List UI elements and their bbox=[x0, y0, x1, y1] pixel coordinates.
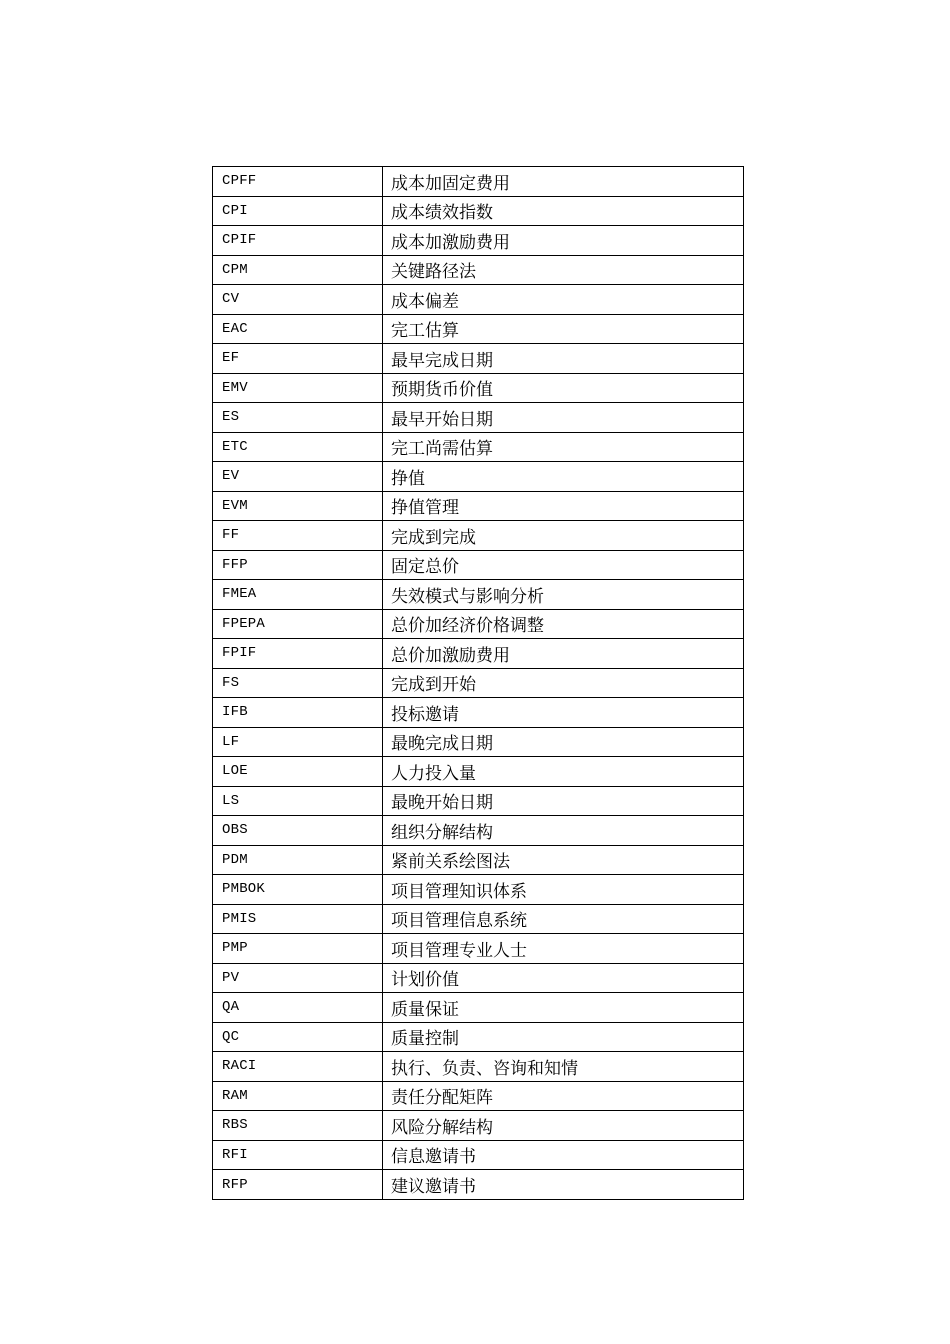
abbreviation-cell: ES bbox=[213, 403, 383, 433]
table-row bbox=[213, 639, 744, 669]
table-row bbox=[213, 934, 744, 964]
table-row bbox=[213, 432, 744, 462]
table-row bbox=[213, 403, 744, 433]
abbreviation-cell: EAC bbox=[213, 314, 383, 344]
term-cell: 最早开始日期 bbox=[383, 403, 744, 433]
term-cell: 质量保证 bbox=[383, 993, 744, 1023]
term-cell: 投标邀请 bbox=[383, 698, 744, 728]
abbreviation-cell: PMIS bbox=[213, 904, 383, 934]
table-row bbox=[213, 196, 744, 226]
table-row bbox=[213, 491, 744, 521]
abbreviation-cell: RFP bbox=[213, 1170, 383, 1200]
term-cell: 组织分解结构 bbox=[383, 816, 744, 846]
abbreviation-cell: RACI bbox=[213, 1052, 383, 1082]
glossary-table-body bbox=[213, 167, 744, 1200]
abbreviation-cell: FPEPA bbox=[213, 609, 383, 639]
term-cell: 紧前关系绘图法 bbox=[383, 845, 744, 875]
term-cell: 失效模式与影响分析 bbox=[383, 580, 744, 610]
table-row bbox=[213, 344, 744, 374]
table-row bbox=[213, 786, 744, 816]
abbreviation-cell: LS bbox=[213, 786, 383, 816]
term-cell: 人力投入量 bbox=[383, 757, 744, 787]
abbreviation-cell: RFI bbox=[213, 1140, 383, 1170]
term-cell: 总价加经济价格调整 bbox=[383, 609, 744, 639]
table-row bbox=[213, 875, 744, 905]
term-cell: 固定总价 bbox=[383, 550, 744, 580]
abbreviation-cell: QA bbox=[213, 993, 383, 1023]
abbreviation-cell: CPFF bbox=[213, 167, 383, 197]
abbreviation-cell: CPIF bbox=[213, 226, 383, 256]
abbreviation-cell: EVM bbox=[213, 491, 383, 521]
abbreviation-cell: CV bbox=[213, 285, 383, 315]
term-cell: 关键路径法 bbox=[383, 255, 744, 285]
term-cell: 完成到开始 bbox=[383, 668, 744, 698]
table-row bbox=[213, 698, 744, 728]
term-cell: 最晚开始日期 bbox=[383, 786, 744, 816]
term-cell: 预期货币价值 bbox=[383, 373, 744, 403]
abbreviation-cell: EMV bbox=[213, 373, 383, 403]
table-row bbox=[213, 1111, 744, 1141]
term-cell: 责任分配矩阵 bbox=[383, 1081, 744, 1111]
abbreviation-cell: CPI bbox=[213, 196, 383, 226]
abbreviation-cell: EF bbox=[213, 344, 383, 374]
table-row bbox=[213, 550, 744, 580]
table-row bbox=[213, 609, 744, 639]
term-cell: 项目管理信息系统 bbox=[383, 904, 744, 934]
term-cell: 执行、负责、咨询和知情 bbox=[383, 1052, 744, 1082]
table-row bbox=[213, 373, 744, 403]
abbreviation-cell: QC bbox=[213, 1022, 383, 1052]
term-cell: 信息邀请书 bbox=[383, 1140, 744, 1170]
abbreviation-cell: FFP bbox=[213, 550, 383, 580]
table-row bbox=[213, 285, 744, 315]
table-row bbox=[213, 1170, 744, 1200]
abbreviation-cell: PV bbox=[213, 963, 383, 993]
abbreviation-cell: RAM bbox=[213, 1081, 383, 1111]
abbreviation-cell: EV bbox=[213, 462, 383, 492]
term-cell: 完成到完成 bbox=[383, 521, 744, 551]
table-row bbox=[213, 580, 744, 610]
term-cell: 最早完成日期 bbox=[383, 344, 744, 374]
table-row bbox=[213, 816, 744, 846]
term-cell: 完工尚需估算 bbox=[383, 432, 744, 462]
table-row bbox=[213, 845, 744, 875]
term-cell: 成本加激励费用 bbox=[383, 226, 744, 256]
table-row bbox=[213, 255, 744, 285]
table-row bbox=[213, 1081, 744, 1111]
table-row bbox=[213, 462, 744, 492]
abbreviation-cell: CPM bbox=[213, 255, 383, 285]
abbreviation-cell: LF bbox=[213, 727, 383, 757]
term-cell: 完工估算 bbox=[383, 314, 744, 344]
term-cell: 计划价值 bbox=[383, 963, 744, 993]
abbreviation-cell: RBS bbox=[213, 1111, 383, 1141]
term-cell: 质量控制 bbox=[383, 1022, 744, 1052]
table-row bbox=[213, 314, 744, 344]
term-cell: 挣值管理 bbox=[383, 491, 744, 521]
abbreviation-cell: ETC bbox=[213, 432, 383, 462]
term-cell: 风险分解结构 bbox=[383, 1111, 744, 1141]
term-cell: 成本偏差 bbox=[383, 285, 744, 315]
table-row bbox=[213, 727, 744, 757]
abbreviation-cell: FF bbox=[213, 521, 383, 551]
table-row bbox=[213, 1140, 744, 1170]
table-row bbox=[213, 963, 744, 993]
abbreviation-cell: LOE bbox=[213, 757, 383, 787]
abbreviation-cell: PMP bbox=[213, 934, 383, 964]
abbreviation-glossary-table bbox=[212, 166, 744, 1200]
abbreviation-cell: OBS bbox=[213, 816, 383, 846]
table-row bbox=[213, 521, 744, 551]
term-cell: 总价加激励费用 bbox=[383, 639, 744, 669]
term-cell: 成本绩效指数 bbox=[383, 196, 744, 226]
table-row bbox=[213, 1022, 744, 1052]
term-cell: 成本加固定费用 bbox=[383, 167, 744, 197]
table-row bbox=[213, 757, 744, 787]
table-row bbox=[213, 226, 744, 256]
table-row bbox=[213, 993, 744, 1023]
abbreviation-cell: FS bbox=[213, 668, 383, 698]
term-cell: 最晚完成日期 bbox=[383, 727, 744, 757]
abbreviation-cell: IFB bbox=[213, 698, 383, 728]
table-row bbox=[213, 167, 744, 197]
table-row bbox=[213, 668, 744, 698]
table-row bbox=[213, 1052, 744, 1082]
term-cell: 项目管理专业人士 bbox=[383, 934, 744, 964]
abbreviation-cell: FPIF bbox=[213, 639, 383, 669]
abbreviation-cell: PDM bbox=[213, 845, 383, 875]
term-cell: 挣值 bbox=[383, 462, 744, 492]
abbreviation-cell: PMBOK bbox=[213, 875, 383, 905]
term-cell: 项目管理知识体系 bbox=[383, 875, 744, 905]
abbreviation-cell: FMEA bbox=[213, 580, 383, 610]
table-row bbox=[213, 904, 744, 934]
term-cell: 建议邀请书 bbox=[383, 1170, 744, 1200]
